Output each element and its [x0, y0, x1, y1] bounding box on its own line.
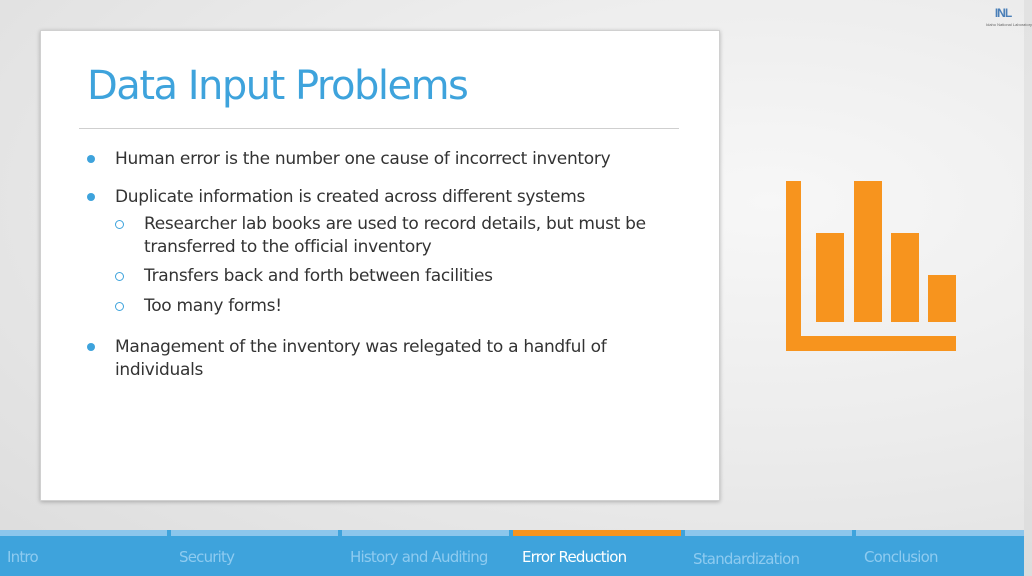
bar-chart-axis-vertical — [786, 181, 801, 351]
bar-chart-bar — [854, 181, 882, 322]
sub-bullet-ring-icon — [115, 302, 124, 311]
sub-bullet-ring-icon — [115, 220, 124, 229]
nav-strip-history — [342, 530, 509, 536]
nav-link-standardization[interactable]: Standardization — [693, 550, 800, 568]
nav-strip-conclusion — [856, 530, 1024, 536]
slide-card — [40, 30, 720, 501]
nav-strip-intro — [0, 530, 167, 536]
sub-bullet-ring-icon — [115, 272, 124, 281]
section-nav-bar — [0, 530, 1024, 576]
nav-strip-standardization — [685, 530, 852, 536]
slide-title: Data Input Problems — [87, 63, 468, 109]
bar-chart-icon — [786, 181, 956, 351]
inl-logo-subtext: Idaho National Laboratory — [986, 22, 1032, 27]
bar-chart-bar — [816, 233, 844, 322]
nav-link-conclusion[interactable]: Conclusion — [864, 548, 938, 566]
sub-bullet-item: Researcher lab books are used to record details, but must be transferred to the official inventory — [144, 214, 646, 257]
sub-bullet-item: Transfers back and forth between facilities — [144, 266, 493, 286]
bullet-item: Management of the inventory was relegated to a handful of individuals — [115, 337, 607, 380]
nav-strip-error-reduction — [513, 530, 681, 536]
bullet-dot-icon — [87, 193, 95, 201]
inl-logo-mark: INL — [994, 6, 1012, 20]
sub-bullet-item: Too many forms! — [144, 296, 282, 316]
bar-chart-axis-horizontal — [786, 336, 956, 351]
nav-link-error-reduction[interactable]: Error Reduction — [522, 548, 627, 566]
nav-link-intro[interactable]: Intro — [7, 548, 38, 566]
nav-link-history-and-auditing[interactable]: History and Auditing — [350, 548, 488, 566]
bullet-item: Duplicate information is created across different systems — [115, 187, 586, 207]
title-divider — [79, 128, 679, 129]
nav-link-security[interactable]: Security — [179, 548, 235, 566]
bar-chart-bar — [891, 233, 919, 322]
bullet-dot-icon — [87, 155, 95, 163]
nav-strip-security — [171, 530, 338, 536]
bar-chart-bar — [928, 275, 956, 322]
bullet-item: Human error is the number one cause of incorrect inventory — [115, 149, 611, 169]
bullet-dot-icon — [87, 343, 95, 351]
inl-logo — [986, 6, 1032, 30]
